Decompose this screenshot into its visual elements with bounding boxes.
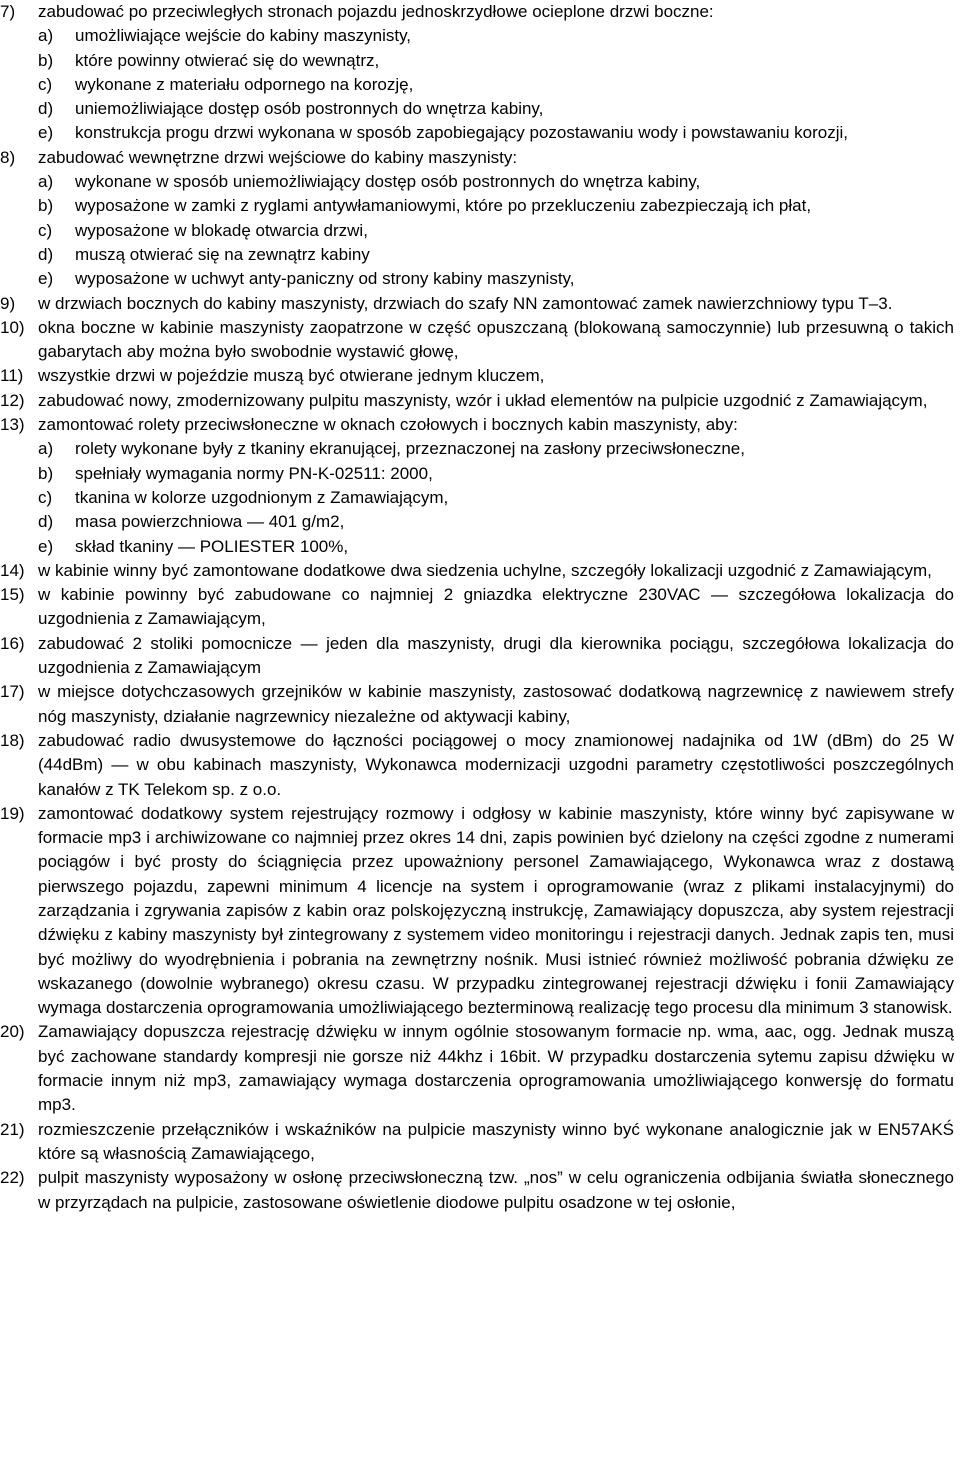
item-text: w kabinie powinny być zabudowane co najmniej 2 gniazdka elektryczne 230VAC — szczegółowa lokalizacja do uzgodnienia z Zamawiającym, xyxy=(38,585,954,629)
item-text: w kabinie winny być zamontowane dodatkowe dwa siedzenia uchylne, szczegóły lokalizacji uzgodnić z Zamawiającym, xyxy=(38,560,932,580)
list-item xyxy=(0,389,954,413)
item-number: 12) xyxy=(0,390,25,410)
sub-item-letter: b) xyxy=(38,196,54,216)
item-text: w miejsce dotychczasowych grzejników w kabinie maszynisty, zastosować dodatkową nagrzewnicę z nawiewem strefy nóg maszynisty, działanie nagrzewnicy niezależne od aktywacji kabiny, xyxy=(38,682,954,726)
sub-item-letter: c) xyxy=(38,74,53,94)
item-body xyxy=(38,389,954,413)
sub-item-text: wykonane w sposób uniemożliwiający dostęp osób postronnych do wnętrza kabiny, xyxy=(75,172,701,192)
sub-item-text: skład tkaniny — POLIESTER 100%, xyxy=(75,536,349,556)
item-number: 9) xyxy=(0,293,16,313)
sub-item-letter: d) xyxy=(38,512,54,532)
list-item xyxy=(0,583,954,632)
item-text: zabudować nowy, zmodernizowany pulpitu maszynisty, wzór i układ elementów na pulpicie uzgodnić z Zamawiającym, xyxy=(38,390,928,410)
item-number: 8) xyxy=(0,147,16,167)
sub-item-text: tkanina w kolorze uzgodnionym z Zamawiającym, xyxy=(75,487,449,507)
item-number: 19) xyxy=(0,803,25,823)
sub-item-letter: e) xyxy=(38,123,54,143)
list-item xyxy=(0,1020,954,1117)
item-number: 14) xyxy=(0,560,25,580)
item-text: zabudować 2 stoliki pomocnicze — jeden dla maszynisty, drugi dla kierownika pociągu, szczegółowa lokalizacja do uzgodnienia z Zamawiającym xyxy=(38,633,954,678)
list-item xyxy=(0,0,954,146)
list-item xyxy=(0,729,954,802)
sub-item-letter: d) xyxy=(38,244,54,264)
item-number: 21) xyxy=(0,1119,25,1139)
sub-item xyxy=(38,486,954,510)
item-body xyxy=(38,1166,954,1215)
sub-item-letter: d) xyxy=(38,99,54,119)
list-item xyxy=(0,316,954,365)
list-item xyxy=(0,632,954,681)
sub-item xyxy=(38,437,954,461)
list-item xyxy=(0,364,954,388)
sub-item-text: konstrukcja progu drzwi wykonana w sposób zapobiegający pozostawaniu wody i powstawaniu korozji, xyxy=(75,123,848,143)
item-text: zabudować wewnętrzne drzwi wejściowe do kabiny maszynisty: xyxy=(38,147,518,167)
item-body xyxy=(38,680,954,729)
item-body xyxy=(38,632,954,681)
sub-item xyxy=(38,219,954,243)
list-item xyxy=(0,802,954,1021)
item-text: Zamawiający dopuszcza rejestrację dźwięku w innym ogólnie stosowanym formacie np. wma, aac, ogg. Jednak muszą być zachowane standardy kompresji nie gorsze niż 44khz i 16bit. W przypadku dostarczenia sytemu zapisu dźwięku w formacie innym niż mp3, zamawiający wymaga dostarczenia oprogramowania umożliwiającego konwersję do formatu mp3. xyxy=(38,1022,954,1115)
sub-item-letter: a) xyxy=(38,439,54,459)
item-number: 22) xyxy=(0,1168,25,1188)
item-text: zabudować po przeciwległych stronach pojazdu jednoskrzydłowe ocieplone drzwi boczne: xyxy=(38,2,714,21)
sub-item-letter: b) xyxy=(38,463,54,483)
item-body xyxy=(38,729,954,802)
list-item xyxy=(0,1166,954,1215)
item-text: wszystkie drzwi w pojeździe muszą być otwierane jednym kluczem, xyxy=(38,366,545,386)
item-body xyxy=(38,0,954,146)
sub-item xyxy=(38,194,954,218)
sub-item xyxy=(38,243,954,267)
item-text: zamontować rolety przeciwsłoneczne w oknach czołowych i bocznych kabin maszynisty, aby: xyxy=(38,415,738,435)
sub-item xyxy=(38,97,954,121)
sub-item-letter: a) xyxy=(38,172,54,192)
item-body xyxy=(38,316,954,365)
sub-item-text: wyposażone w blokadę otwarcia drzwi, xyxy=(75,220,368,240)
item-body xyxy=(38,559,954,583)
item-number: 17) xyxy=(0,682,25,702)
sub-item xyxy=(38,170,954,194)
sub-item xyxy=(38,267,954,291)
item-text: zabudować radio dwusystemowe do łączności pociągowej o mocy znamionowej nadajnika od 1W (dBm) do 25 W (44dBm) — w obu kabinach maszynisty, Wykonawca modernizacji uzgodni parametry częstotliwości poszczególnych kanałów z TK Telekom sp. z o.o. xyxy=(38,730,954,799)
item-number: 13) xyxy=(0,415,25,435)
sub-item-letter: c) xyxy=(38,220,53,240)
list-item xyxy=(0,559,954,583)
sub-item-letter: e) xyxy=(38,536,54,556)
list-item xyxy=(0,146,954,292)
sub-item-letter: c) xyxy=(38,487,53,507)
sub-item-text: wyposażone w uchwyt anty-paniczny od strony kabiny maszynisty, xyxy=(75,269,575,289)
sub-item-text: wyposażone w zamki z ryglami antywłamaniowymi, które po przekluczeniu zabezpieczają ich płat, xyxy=(75,196,812,216)
item-body xyxy=(38,1020,954,1117)
sub-item-letter: a) xyxy=(38,26,54,46)
sub-item-text: masa powierzchniowa — 401 g/m2, xyxy=(75,512,345,532)
item-text: zamontować dodatkowy system rejestrujący rozmowy i odgłosy w kabinie maszynisty, które winny być zapisywane w formacie mp3 i archiwizowane co najmniej przez okres 14 dni, zapis powinien być dzielony na części zgodne z numerami pociągów i być prosty do ściągnięcia przez upoważniony personel Zamawiającego, Wykonawca wraz z dostawą pierwszego pojazdu, zapewni minimum 4 licencje na system i oprogramowanie (wraz z plikami instalacyjnymi) do zarządzania i zgrywania zapisów z kabin oraz polskojęzyczną instrukcję, Zamawiający dopuszcza, aby system rejestracji dźwięku z kabiny maszynisty był zintegrowany z systemem video monitoringu i rejestracji danych. Jednak zapis ten, musi być możliwy do wyodrębnienia i pobrania na zewnętrzny nośnik. Musi istnieć również możliwość pobrania dźwięku ze wskazanego (dowolnie wybranego) okresu czasu. W przypadku zintegrowanej rejestracji dźwięku i fonii Zamawiający wymaga dostarczenia oprogramowania umożliwiającego bezterminową realizację tego procesu dla minimum 3 stanowisk. xyxy=(38,803,954,1018)
item-text: okna boczne w kabinie maszynisty zaopatrzone w część opuszczaną (blokowaną samoczynnie) lub przesuwną o takich gabarytach aby można było swobodnie wystawić głowę, xyxy=(38,317,954,362)
sub-item-text: muszą otwierać się na zewnątrz kabiny xyxy=(75,244,370,264)
list-item xyxy=(0,292,954,316)
sub-item xyxy=(38,535,954,559)
sub-item xyxy=(38,24,954,48)
item-number: 7) xyxy=(0,2,16,21)
sub-item-letter: e) xyxy=(38,269,54,289)
item-body xyxy=(38,364,954,388)
sub-item-text: wykonane z materiału odpornego na korozję, xyxy=(75,74,414,94)
sub-item-text: spełniały wymagania normy PN-K-02511: 2000, xyxy=(75,463,433,483)
sub-item-letter: b) xyxy=(38,50,54,70)
sub-item xyxy=(38,462,954,486)
sub-item-text: które powinny otwierać się do wewnątrz, xyxy=(75,50,380,70)
sub-item-text: rolety wykonane były z tkaniny ekranującej, przeznaczonej na zasłony przeciwsłoneczne, xyxy=(75,439,745,459)
item-text: w drzwiach bocznych do kabiny maszynisty, drzwiach do szafy NN zamontować zamek nawierzchniowy typu T–3. xyxy=(38,293,893,313)
item-body xyxy=(38,802,954,1021)
item-text: pulpit maszynisty wyposażony w osłonę przeciwsłoneczną tzw. „nos” w celu ograniczenia odbijania światła słonecznego w przyrządach na pulpicie, zastosowane oświetlenie diodowe pulpitu osadzone w tej osłonie, xyxy=(38,1168,954,1212)
item-body xyxy=(38,413,954,559)
sub-item-text: umożliwiające wejście do kabiny maszynisty, xyxy=(75,26,412,46)
item-number: 20) xyxy=(0,1022,25,1042)
item-body xyxy=(38,583,954,632)
item-body xyxy=(38,1118,954,1167)
item-body xyxy=(38,146,954,292)
list-item xyxy=(0,413,954,559)
list-item xyxy=(0,680,954,729)
item-number: 10) xyxy=(0,317,25,337)
item-number: 16) xyxy=(0,633,25,653)
sub-item xyxy=(38,121,954,145)
item-number: 15) xyxy=(0,585,25,605)
item-text: rozmieszczenie przełączników i wskaźników na pulpicie maszynisty winno być wykonane analogicznie jak w EN57AKŚ które są własnością Zamawiającego, xyxy=(38,1119,954,1163)
sub-item xyxy=(38,510,954,534)
list-item xyxy=(0,1118,954,1167)
sub-item xyxy=(38,49,954,73)
sub-item-text: uniemożliwiające dostęp osób postronnych do wnętrza kabiny, xyxy=(75,99,544,119)
sub-item xyxy=(38,73,954,97)
item-number: 11) xyxy=(0,366,24,386)
item-number: 18) xyxy=(0,730,25,750)
item-body xyxy=(38,292,954,316)
